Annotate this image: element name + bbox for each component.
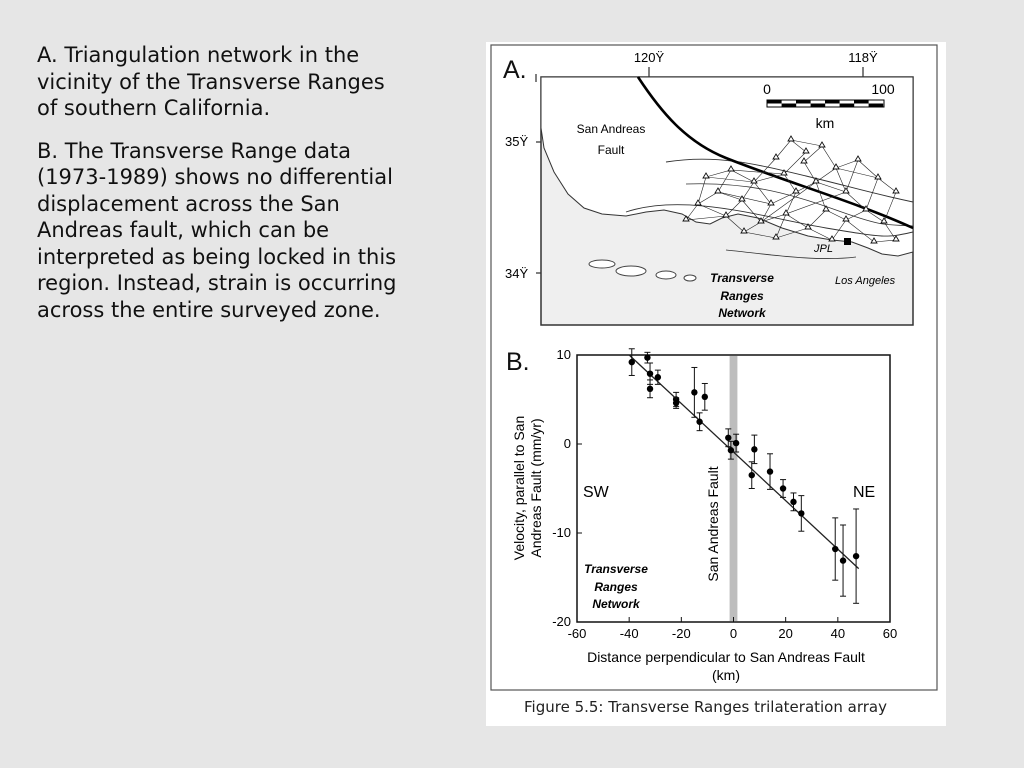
jpl-marker (844, 238, 851, 245)
map-lon-label-1: 120Ÿ (633, 50, 665, 65)
x-axis-label-2: (km) (712, 667, 740, 683)
map-island (656, 271, 676, 279)
x-tick-label: -40 (619, 626, 639, 641)
y-tick-label: -20 (552, 614, 571, 629)
paragraph-b: B. The Transverse Range data (1973-1989) shows no differential displacement across the San Andreas fault, which can be interpreted as being locked in this region. Instead, strain is occurring across the entire surveyed zone. (37, 138, 397, 322)
plot-network-label-1: Transverse (584, 562, 648, 576)
map-fault-label-2: Fault (597, 143, 625, 157)
plot-fault-label: San Andreas Fault (705, 466, 721, 582)
figure-5-5 (486, 42, 946, 726)
figure-svg (486, 42, 946, 692)
scale-label-km: km (815, 115, 835, 131)
description-text (37, 42, 409, 339)
map-island (616, 266, 646, 276)
y-tick-label: 10 (556, 347, 571, 362)
plot-network-label-2: Ranges (594, 580, 638, 594)
velocity-plot-panel (506, 347, 897, 683)
map-network-label-1: Transverse (710, 271, 774, 285)
map-lon-label-2: 118Ÿ (848, 50, 878, 65)
x-tick-label: -60 (567, 626, 587, 641)
map-network-label-2: Ranges (720, 289, 764, 303)
sw-label: SW (583, 484, 609, 501)
plot-network-label-3: Network (592, 597, 640, 611)
map-lat-label-1: 35Ÿ (505, 134, 529, 149)
fault-band (730, 356, 738, 621)
y-axis-label-1: Velocity, parallel to San (511, 415, 527, 561)
map-lat-label-2: 34Ÿ (505, 266, 529, 281)
figure-caption: Figure 5.5: Transverse Ranges trilateration array (524, 698, 887, 716)
map-island (684, 275, 696, 281)
map-island (589, 260, 615, 268)
map-scale-bar (767, 100, 884, 107)
plot-panel-label: B. (506, 348, 530, 376)
y-tick-label: -10 (552, 525, 571, 540)
x-tick-label: -20 (671, 626, 691, 641)
y-axis-label-2: Andreas Fault (mm/yr) (528, 418, 544, 558)
x-tick-label: 0 (729, 626, 738, 641)
scale-label-0: 0 (763, 81, 771, 97)
y-tick-label: 0 (563, 436, 571, 451)
los-angeles-label: Los Angeles (835, 275, 896, 287)
jpl-label: JPL (814, 243, 833, 255)
x-tick-label: 40 (830, 626, 846, 641)
paragraph-a: A. Triangulation network in the vicinity of the Transverse Ranges of southern California. (37, 43, 385, 120)
ne-label: NE (853, 484, 876, 501)
map-fault-label-1: San Andreas (576, 122, 646, 136)
x-tick-label: 20 (778, 626, 793, 641)
map-panel-label: A. (503, 56, 527, 84)
scale-label-100: 100 (871, 81, 895, 97)
x-axis-label-1: Distance perpendicular to San Andreas Fault (587, 649, 865, 665)
x-tick-label: 60 (882, 626, 898, 641)
map-network-label-3: Network (718, 306, 766, 320)
